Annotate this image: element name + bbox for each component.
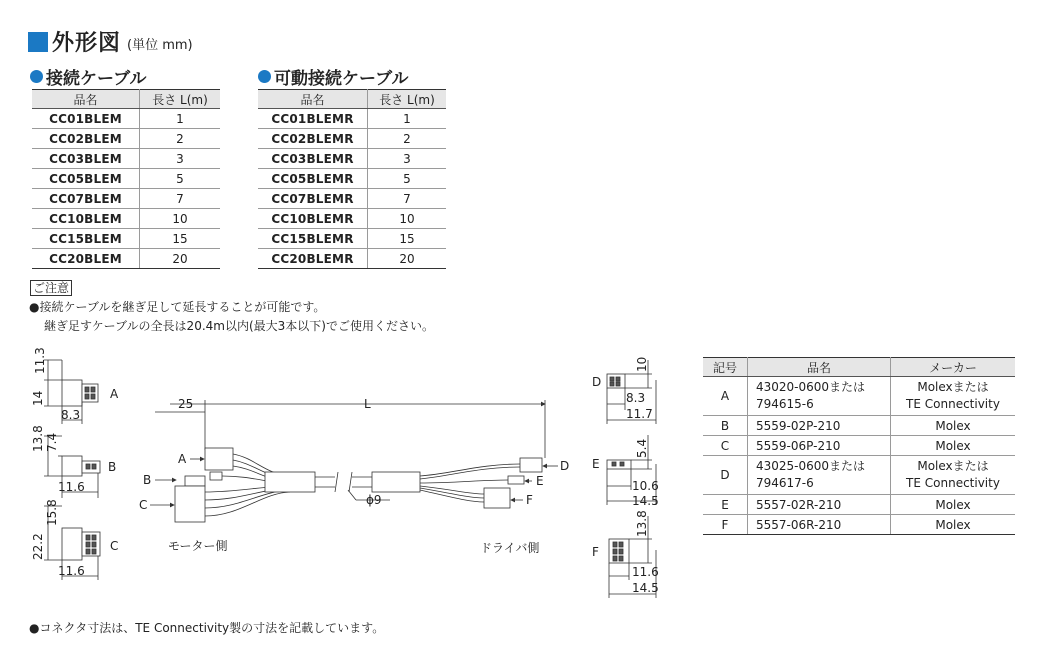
cable-table-heading bbox=[30, 64, 146, 89]
connector-symbol: D bbox=[703, 456, 748, 495]
connector-maker-line1: Molex bbox=[935, 418, 971, 433]
connector-maker-line1: Molexまたは bbox=[917, 459, 989, 473]
title-text: 外形図 bbox=[52, 31, 122, 56]
part-number: CC02BLEMR bbox=[258, 129, 368, 149]
part-number: CC20BLEM bbox=[32, 249, 140, 269]
length-value: 10 bbox=[140, 209, 221, 229]
cable-label-b: B bbox=[143, 473, 152, 487]
part-number: CC03BLEM bbox=[32, 149, 140, 169]
part-number: CC10BLEMR bbox=[258, 209, 368, 229]
conn-d-dim-w2: 11.7 bbox=[626, 407, 653, 421]
conn-b-dim-h2: 7.4 bbox=[45, 432, 59, 452]
table-row bbox=[32, 149, 220, 169]
conn-c-dim-h1: 15.8 bbox=[45, 499, 59, 526]
length-value: 2 bbox=[140, 129, 221, 149]
conn-b-label: B bbox=[108, 460, 117, 474]
conn-b-dim-w: 11.6 bbox=[58, 480, 85, 494]
part-number: CC05BLEMR bbox=[258, 169, 368, 189]
connector-part-name-line1: 5557-06R-210 bbox=[756, 517, 842, 532]
flex-table bbox=[258, 89, 446, 269]
cable-table-title: 接続ケーブル bbox=[46, 69, 147, 89]
table-row bbox=[258, 229, 446, 249]
flex-table-title: 可動接続ケーブル bbox=[274, 69, 409, 89]
connector-part-name-line2: 794617-6 bbox=[756, 476, 814, 490]
length-value: 5 bbox=[140, 169, 221, 189]
cable-label-e: E bbox=[536, 474, 544, 488]
table-row bbox=[32, 109, 220, 129]
table-row bbox=[703, 515, 1015, 535]
part-number: CC07BLEMR bbox=[258, 189, 368, 209]
table-row bbox=[258, 209, 446, 229]
connector-maker bbox=[891, 377, 1016, 416]
length-value: 3 bbox=[140, 149, 221, 169]
conn-c-dim-h2: 22.2 bbox=[31, 533, 45, 560]
cable-assembly-drawing bbox=[150, 400, 558, 522]
connector-maker bbox=[891, 436, 1016, 456]
part-number: CC05BLEM bbox=[32, 169, 140, 189]
cable-label-c: C bbox=[139, 498, 148, 512]
length-value: 7 bbox=[140, 189, 221, 209]
caution-line-2: 継ぎ足すケーブルの全長は20.4m以内(最大3本以下)でご使用ください。 bbox=[44, 319, 434, 333]
conn-a-label: A bbox=[110, 387, 119, 401]
table-row bbox=[703, 456, 1015, 495]
conn-e-label: E bbox=[592, 457, 600, 471]
outline-drawing bbox=[0, 340, 700, 610]
connector-part-name-line1: 5559-06P-210 bbox=[756, 438, 841, 453]
table-row bbox=[32, 129, 220, 149]
connector-part-name-line1: 5557-02R-210 bbox=[756, 497, 842, 512]
table-row bbox=[703, 377, 1015, 416]
conn-f-dim-w1: 11.6 bbox=[632, 565, 659, 579]
conn-a-dim-h2: 14 bbox=[31, 390, 45, 406]
connector-part-name bbox=[748, 377, 891, 416]
cable-table bbox=[32, 89, 220, 269]
connector-part-name bbox=[748, 456, 891, 495]
part-number: CC03BLEMR bbox=[258, 149, 368, 169]
conn-e-dim-h: 5.4 bbox=[635, 438, 649, 458]
connector-maker bbox=[891, 456, 1016, 495]
connector-maker-line1: Molex bbox=[935, 438, 971, 453]
connector-part-name-line2: 794615-6 bbox=[756, 397, 814, 411]
conn-d-label: D bbox=[592, 375, 602, 389]
connector-part-name-line1: 5559-02P-210 bbox=[756, 418, 841, 433]
connector-part-name bbox=[748, 416, 891, 436]
conn-col-maker: メーカー bbox=[891, 358, 1016, 377]
conn-col-symbol: 記号 bbox=[703, 358, 748, 377]
length-value: 1 bbox=[140, 109, 221, 129]
length-value: 15 bbox=[368, 229, 447, 249]
caution-label: ご注意 bbox=[30, 280, 72, 296]
connector-maker-line2: TE Connectivity bbox=[906, 476, 1000, 490]
connector-maker-line1: Molex bbox=[935, 497, 971, 512]
connector-part-name bbox=[748, 436, 891, 456]
length-value: 5 bbox=[368, 169, 447, 189]
table-row bbox=[258, 189, 446, 209]
connector-maker bbox=[891, 515, 1016, 535]
length-value: 10 bbox=[368, 209, 447, 229]
table-row bbox=[258, 249, 446, 269]
cable-col-name: 品名 bbox=[32, 90, 140, 109]
connector-table bbox=[703, 357, 1015, 535]
table-row bbox=[258, 149, 446, 169]
conn-d-dim-h: 10 bbox=[635, 356, 649, 372]
connector-maker-line1: Molexまたは bbox=[917, 380, 989, 394]
conn-e-dim-w1: 10.6 bbox=[632, 479, 659, 493]
connector-maker bbox=[891, 495, 1016, 515]
connector-symbol: A bbox=[703, 377, 748, 416]
flex-col-name: 品名 bbox=[258, 90, 368, 109]
part-number: CC01BLEMR bbox=[258, 109, 368, 129]
flex-col-length: 長さ L(m) bbox=[368, 90, 447, 109]
driver-side-label: ドライバ側 bbox=[480, 541, 540, 555]
conn-c-dim-w: 11.6 bbox=[58, 564, 85, 578]
table-row bbox=[258, 169, 446, 189]
length-value: 2 bbox=[368, 129, 447, 149]
connector-symbol: B bbox=[703, 416, 748, 436]
page-title bbox=[28, 26, 193, 57]
flex-table-heading bbox=[258, 64, 408, 89]
title-unit: (単位 mm) bbox=[127, 38, 193, 53]
connector-maker-line2: TE Connectivity bbox=[906, 397, 1000, 411]
table-row bbox=[32, 209, 220, 229]
part-number: CC15BLEM bbox=[32, 229, 140, 249]
part-number: CC07BLEM bbox=[32, 189, 140, 209]
part-number: CC02BLEM bbox=[32, 129, 140, 149]
table-row bbox=[32, 249, 220, 269]
connector-part-name bbox=[748, 515, 891, 535]
title-square-icon bbox=[28, 32, 48, 52]
part-number: CC15BLEMR bbox=[258, 229, 368, 249]
conn-c-label: C bbox=[110, 539, 119, 553]
connector-part-name-line1: 43020-0600または bbox=[756, 380, 866, 394]
conn-a-dim-h1: 11.3 bbox=[33, 347, 47, 374]
connector-part-name-line1: 43025-0600または bbox=[756, 459, 866, 473]
length-value: 15 bbox=[140, 229, 221, 249]
cable-label-f: F bbox=[526, 493, 533, 507]
bullet-icon bbox=[258, 70, 271, 83]
part-number: CC10BLEM bbox=[32, 209, 140, 229]
table-row bbox=[703, 436, 1015, 456]
motor-side-label: モーター側 bbox=[168, 539, 228, 553]
footer-note: ●コネクタ寸法は、TE Connectivity製の寸法を記載しています。 bbox=[29, 621, 385, 635]
connector-maker-line1: Molex bbox=[935, 517, 971, 532]
table-row bbox=[703, 495, 1015, 515]
cable-label-a: A bbox=[178, 452, 187, 466]
table-row bbox=[703, 416, 1015, 436]
length-value: 7 bbox=[368, 189, 447, 209]
cable-dim-25: 25 bbox=[178, 397, 194, 411]
connector-maker bbox=[891, 416, 1016, 436]
conn-b-dim-h1: 13.8 bbox=[31, 425, 45, 452]
length-value: 1 bbox=[368, 109, 447, 129]
table-row bbox=[258, 109, 446, 129]
table-row bbox=[32, 189, 220, 209]
conn-a-dim-w: 8.3 bbox=[61, 408, 81, 422]
connector-symbol: C bbox=[703, 436, 748, 456]
caution-line-1: ●接続ケーブルを継ぎ足して延長することが可能です。 bbox=[29, 300, 326, 314]
table-row bbox=[32, 169, 220, 189]
connector-symbol: E bbox=[703, 495, 748, 515]
table-row bbox=[258, 129, 446, 149]
cable-label-d: D bbox=[560, 459, 570, 473]
cable-col-length: 長さ L(m) bbox=[140, 90, 221, 109]
connector-symbol: F bbox=[703, 515, 748, 535]
table-row bbox=[32, 229, 220, 249]
cable-dim-phi: ϕ9 bbox=[366, 493, 382, 507]
conn-f-dim-w2: 14.5 bbox=[632, 581, 659, 595]
cable-dim-l: L bbox=[364, 397, 371, 411]
conn-f-dim-h: 13.8 bbox=[635, 510, 649, 537]
conn-e-dim-w2: 14.5 bbox=[632, 494, 659, 508]
part-number: CC01BLEM bbox=[32, 109, 140, 129]
part-number: CC20BLEMR bbox=[258, 249, 368, 269]
connector-part-name bbox=[748, 495, 891, 515]
conn-d-dim-w1: 8.3 bbox=[626, 391, 646, 405]
length-value: 20 bbox=[368, 249, 447, 269]
conn-col-name: 品名 bbox=[748, 358, 891, 377]
length-value: 20 bbox=[140, 249, 221, 269]
length-value: 3 bbox=[368, 149, 447, 169]
bullet-icon bbox=[30, 70, 43, 83]
conn-f-label: F bbox=[592, 545, 599, 559]
